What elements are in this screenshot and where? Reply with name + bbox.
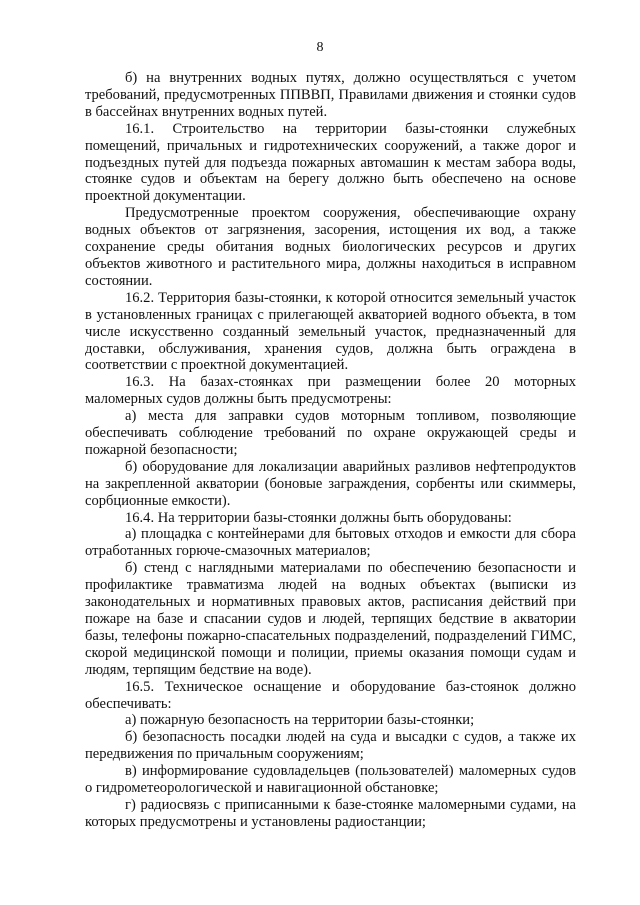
paragraph-16-3: 16.3. На базах-стоянках при размещении более 20 моторных маломерных судов должны быть предусмотрены: [85, 374, 576, 408]
paragraph-16-5-b: б) безопасность посадки людей на суда и высадки с судов, а также их передвижения по причальным сооружениям; [85, 729, 576, 763]
paragraph-16-2: 16.2. Территория базы-стоянки, к которой относится земельный участок в установленных границах с прилегающей акваторией водного объекта, в том числе искусственно созданный земельный участок, предназначенный для доставки, обслуживания, хранения судов, должна быть ограждена в соответствии с проектной документацией. [85, 289, 576, 374]
paragraph-16-1: 16.1. Строительство на территории базы-стоянки служебных помещений, причальных и гидротехнических сооружений, а также дорог и подъездных путей для подъезда пожарных автомашин к местам забора воды, стоянке судов и объектам на берегу должно быть обеспечено на основе проектной документации. [85, 120, 576, 205]
paragraph-16-3-b: б) оборудование для локализации аварийных разливов нефтепродуктов на закрепленной акватории (боновые заграждения, сорбенты или скиммеры, сорбционные емкости). [85, 458, 576, 509]
document-body [85, 70, 576, 831]
paragraph-16-3-a: а) места для заправки судов моторным топливом, позволяющие обеспечивать соблюдение требований по охране окружающей среды и пожарной безопасности; [85, 408, 576, 458]
page-number: 8 [316, 40, 324, 55]
paragraph-16-5-v: в) информирование судовладельцев (пользователей) маломерных судов о гидрометеорологической и навигационной обстановке; [85, 763, 576, 797]
paragraph-16-4: 16.4. На территории базы-стоянки должны быть оборудованы: [125, 509, 512, 526]
paragraph-b-inland-waterways: б) на внутренних водных путях, должно осуществляться с учетом требований, предусмотренных ППВВП, Правилами движения и стоянки судов в бассейнах внутренних водных путей. [85, 70, 576, 120]
paragraph-16-4-b: б) стенд с наглядными материалами по обеспечению безопасности и профилактике травматизма людей на водных объектах (выписки из законодательных и нормативных правовых актов, расписания действий при пожаре на базе и спасании судов и людей, терпящих бедствие в акватории базы, телефоны пожарно-спасательных подразделений, подразделений ГИМС, скорой медицинской помощи и полиции, приемы оказания помощи судам и людям, терпящим бедствие на воде). [85, 560, 576, 678]
paragraph-16-5: 16.5. Техническое оснащение и оборудование баз-стоянок должно обеспечивать: [85, 678, 576, 712]
paragraph-16-5-g: г) радиосвязь с приписанными к базе-стоянке маломерными судами, на которых предусмотрены и установлены радиостанции; [85, 796, 576, 830]
paragraph-16-4-a: а) площадка с контейнерами для бытовых отходов и емкости для сбора отработанных горюче-смазочных материалов; [85, 526, 576, 560]
paragraph-16-5-a: а) пожарную безопасность на территории базы-стоянки; [125, 712, 475, 729]
paragraph-protective-structures: Предусмотренные проектом сооружения, обеспечивающие охрану водных объектов от загрязнения, засорения, истощения их вод, а также сохранение среды обитания водных биологических ресурсов и других объектов животного и растительного мира, должны находиться в исправном состоянии. [85, 205, 576, 289]
